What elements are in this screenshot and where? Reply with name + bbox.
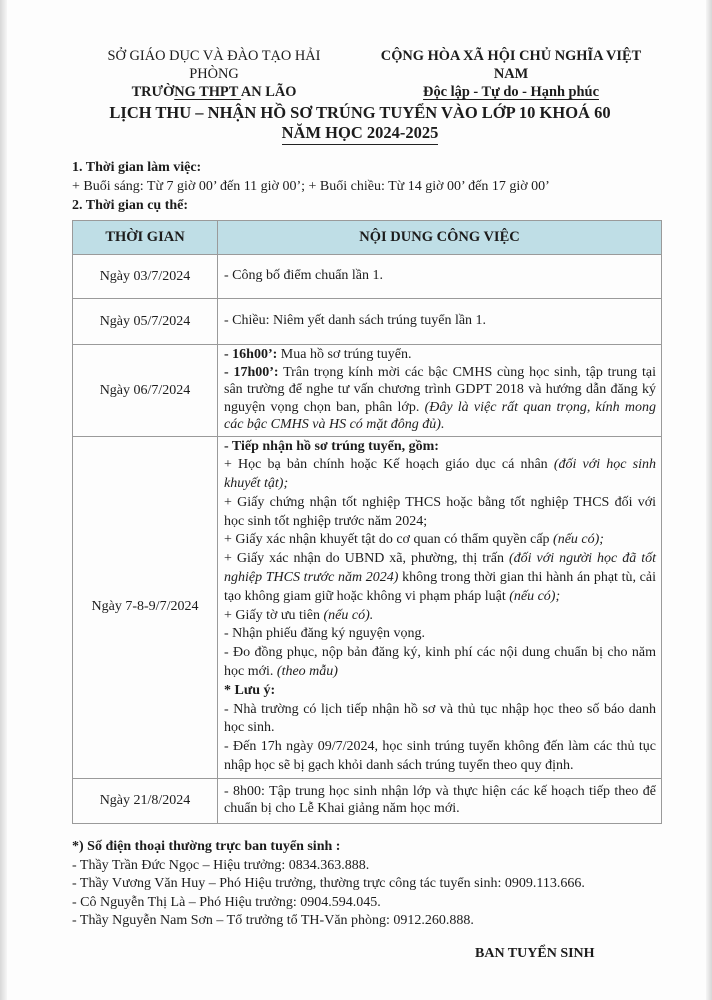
row-content: - Công bố điểm chuẩn lần 1.: [218, 255, 662, 299]
content-italic-note: (đối với người học đã tốt nghiệp THCS trước năm 2024): [224, 551, 657, 586]
department-name: SỞ GIÁO DỤC VÀ ĐÀO TẠO HẢI PHÒNG: [107, 48, 321, 82]
row-date: Ngày 03/7/2024: [73, 255, 218, 299]
content-line: - Nhận phiếu đăng ký nguyện vọng.: [224, 626, 426, 642]
content-text: Mua hồ sơ trúng tuyển.: [277, 347, 412, 362]
table-row: [73, 299, 662, 345]
content-italic-note: (đối với học sinh khuyết tật);: [224, 457, 656, 492]
contact-item: - Thầy Trần Đức Ngọc – Hiệu trưởng: 0834.363.888.: [72, 857, 370, 873]
working-hours-text: + Buổi sáng: Từ 7 giờ 00’ đến 11 giờ 00’; + Buổi chiều: Từ 14 giờ 00’ đến 17 giờ 00’: [72, 179, 550, 194]
table-row: [73, 436, 662, 778]
content-italic-note: (theo mẫu): [276, 664, 338, 680]
row-content: - 8h00: Tập trung học sinh nhận lớp và thực hiện các kế hoạch tiếp theo để chuẩn bị cho Lễ Khai giảng năm học mới.: [218, 778, 662, 823]
note-line: - Đến 17h ngày 09/7/2024, học sinh trúng tuyển không đến làm các thủ tục nhập học sẽ bị gạch khỏi danh sách trúng tuyển theo quy định.: [224, 739, 656, 774]
content-text: + Giấy xác nhận khuyết tật do cơ quan có thẩm quyền cấp: [224, 532, 554, 548]
national-header: [366, 47, 656, 101]
content-line: [224, 456, 656, 494]
content-italic-note: (nếu có).: [323, 607, 374, 623]
content-text: không trong thời gian thi hành án phạt tù, cải tạo không giam giữ hoặc không vi phạm pháp luật: [224, 570, 656, 604]
content-line: [224, 607, 656, 626]
row-date: Ngày 06/7/2024: [73, 345, 218, 437]
section-1-heading: 1. Thời gian làm việc:: [72, 160, 202, 175]
page-edge-shadow-right: [706, 0, 712, 1000]
time-label: - 16h00’:: [224, 347, 278, 362]
content-italic-note: (nếu có);: [509, 588, 561, 604]
content-line: [224, 531, 656, 550]
school-name-part: TRƯỜ: [131, 84, 175, 100]
page-edge-shadow-left: [0, 0, 7, 1000]
national-name: CỘNG HÒA XÃ HỘI CHỦ NGHĨA VIỆT NAM: [380, 48, 642, 82]
note-line: - Nhà trường có lịch tiếp nhận hồ sơ và thủ tục nhập học theo số báo danh học sinh.: [224, 701, 656, 736]
row-content: [218, 436, 662, 778]
content-line: [224, 644, 656, 682]
content-text: Trân trọng kính mời các bậc CMHS cùng học sinh, tập trung tại sân trường để nghe tư vấn chương trình GDPT 2018 và hướng dẫn đăng ký nguyện vọng chọn ban, phân lớp.: [224, 364, 656, 415]
row-date: Ngày 05/7/2024: [73, 299, 218, 345]
document-title: [60, 103, 660, 145]
table-row: [73, 778, 662, 823]
contact-heading: *) Số điện thoại thường trực ban tuyển sinh :: [72, 839, 341, 854]
content-text: - Đo đồng phục, nộp bản đăng ký, kinh phí các nội dung chuẩn bị cho năm học mới.: [224, 645, 656, 680]
column-header-content: NỘI DUNG CÔNG VIỆC: [218, 221, 662, 255]
content-line: [224, 364, 656, 434]
school-name: [84, 83, 344, 101]
school-name-underlined: NG THPT: [174, 84, 241, 100]
content-line: + Giấy chứng nhận tốt nghiệp THCS hoặc bằng tốt nghiệp THCS đối với học sinh tốt nghiệp trước năm 2024;: [224, 494, 656, 529]
signature-block: BAN TUYỂN SINH: [475, 946, 595, 961]
content-line: [224, 550, 656, 606]
contact-list: [72, 838, 585, 931]
time-label: - 17h00’:: [224, 364, 279, 380]
row-content: [218, 345, 662, 437]
content-heading: - Tiếp nhận hồ sơ trúng tuyển, gồm:: [224, 438, 439, 454]
contact-item: - Cô Nguyễn Thị Là – Phó Hiệu trưởng: 0904.594.045.: [72, 894, 381, 910]
row-content: - Chiều: Niêm yết danh sách trúng tuyển lần 1.: [218, 299, 662, 345]
title-line-1: LỊCH THU – NHẬN HỒ SƠ TRÚNG TUYỂN VÀO LỚP 10 KHOÁ 60: [109, 103, 611, 122]
school-name-part: AN LÃO: [240, 84, 297, 100]
table-row: [73, 345, 662, 437]
content-italic-note: (nếu có);: [553, 532, 604, 548]
content-text: + Học bạ bản chính hoặc Kế hoạch giáo dục cá nhân: [224, 457, 554, 473]
note-heading: * Lưu ý:: [224, 682, 276, 698]
column-header-time: THỜI GIAN: [73, 221, 218, 255]
content-text: + Giấy tờ ưu tiên: [224, 607, 324, 623]
row-date: Ngày 7-8-9/7/2024: [73, 436, 218, 778]
content-line: [224, 346, 656, 364]
contact-item: - Thầy Nguyễn Nam Sơn – Tổ trưởng tổ TH-Văn phòng: 0912.260.888.: [72, 913, 474, 928]
title-line-2: NĂM HỌC 2024-2025: [282, 123, 439, 145]
issuer-header: [84, 47, 344, 101]
content-text: + Giấy xác nhận do UBND xã, phường, thị trấn: [224, 551, 509, 567]
table-header-row: [73, 221, 662, 255]
schedule-table: [72, 220, 662, 824]
row-date: Ngày 21/8/2024: [73, 778, 218, 823]
national-motto-text: Độc lập - Tự do - Hạnh phúc: [423, 84, 599, 100]
national-motto: [366, 83, 656, 101]
contact-item: - Thầy Vương Văn Huy – Phó Hiệu trưởng, thường trực công tác tuyển sinh: 0909.113.666.: [72, 876, 585, 891]
section-2-heading: 2. Thời gian cụ thể:: [72, 198, 189, 213]
content-italic-note: (Đây là việc rất quan trọng, kính mong các bậc CMHS và HS có mặt đông đủ).: [224, 399, 656, 432]
table-row: [73, 255, 662, 299]
